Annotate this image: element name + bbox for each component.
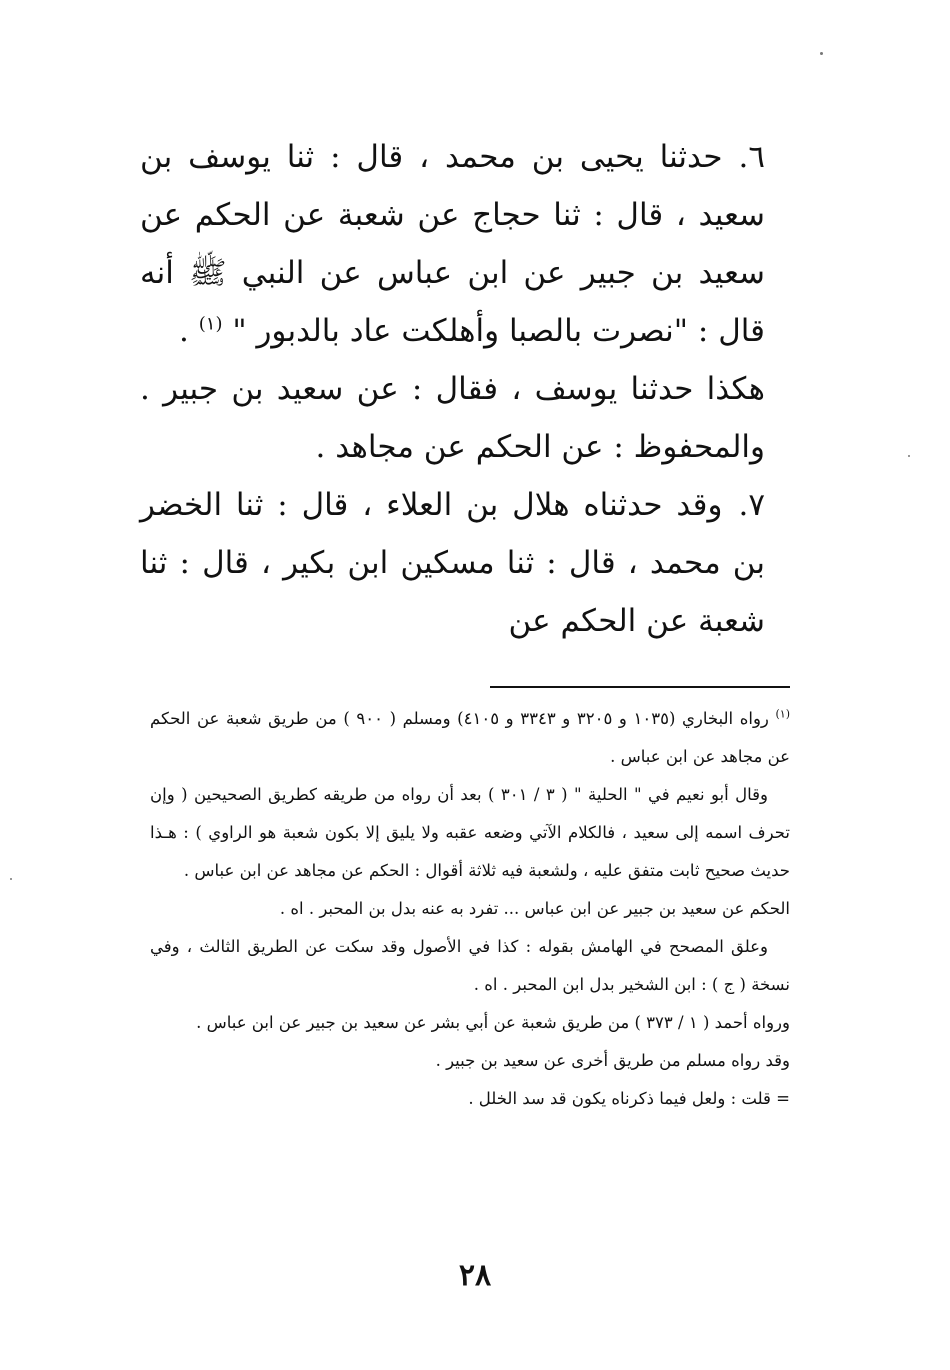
footnote-reference: (١) — [198, 313, 223, 335]
text-line: ثنا حجاج عن شعبة عن الحكم عن سعيد بن جبير عن ابن — [140, 197, 766, 291]
footnote-paragraph: ورواه أحمد ( ١ / ٣٧٣ ) من طريق شعبة عن أبي بشر عن سعيد بن جبير عن ابن عباس . — [196, 1013, 790, 1032]
hadith-number: ٦. — [738, 139, 765, 175]
text-line: : عن الحكم عن مجاهد . — [315, 429, 624, 465]
scan-speck — [10, 878, 12, 880]
main-text — [140, 128, 765, 650]
footnote-paragraph: $^{(١)}$ رواه البخاري (١٠٣٥ و ٣٢٠٥ و ٣٣٤٣ و ٤١٠٥) ومسلم ( ٩٠٠ ) من طريق شعبة عن الحكم عن مجاهد عن ابن عباس . — [150, 707, 791, 766]
hadith-7 — [140, 476, 765, 650]
footnote-paragraph: = قلت : ولعل فيما ذكرناه يكون قد سد الخلل . — [468, 1089, 790, 1108]
text-line: هكذا حدثنا يوسف ، فقال : عن سعيد بن جبير . والمحفوظ — [140, 371, 765, 465]
text-line: بالدبور " — [232, 313, 340, 349]
footnote-paragraph: الحكم عن سعيد بن جبير عن ابن عباس ... تفرد به عنه بدل بن المحبر . اه . — [279, 899, 790, 918]
text-line: حدثنا يحيى بن محمد ، قال : ثنا يوسف بن سعيد ، قال : — [140, 139, 766, 233]
footnotes — [150, 700, 790, 1118]
editor-comment — [140, 360, 765, 476]
footnote-paragraph: وعلق المصحح في الهامش بقوله : كذا في الأصول وقد سكت عن الطريق الثالث ، وفي نسخة ( ج ) : ابن الشخير بدل ابن المحبر . اه . — [150, 937, 790, 994]
scan-speck — [908, 455, 910, 457]
text-line: قال : ثنا مسكين ابن بكير ، قال : ثنا شعبة عن الحكم عن — [140, 545, 765, 639]
page-number: ٢٨ — [458, 1258, 492, 1293]
footnote-marker: (١) — [775, 707, 791, 721]
scan-speck — [820, 52, 823, 55]
hadith-6 — [140, 128, 765, 360]
footnote-separator — [490, 686, 790, 688]
text-line: عباس عن النبي ﷺ أنه قال : "نصرت بالصبا وأهلكت عاد — [140, 255, 765, 349]
text-line: وقد حدثناه هلال بن العلاء ، قال : ثنا الخضر بن محمد ، — [140, 487, 765, 581]
hadith-number: ٧. — [738, 487, 765, 523]
text-line: . — [179, 313, 189, 349]
footnote-paragraph: وقال أبو نعيم في " الحلية " ( ٣ / ٣٠١ ) بعد أن رواه من طريقه كطريق الصحيحين ( وإن تحرف اسمه إلى سعيد ، فالكلام الآتي وضعه عقبه ولا يليق إلا بكون شعبة هو الراوي ) : هـذا حديث صحيح ثابت متفق عليه ، ولشعبة فيه ثلاثة أقوال : الحكم عن مجاهد عن ابن عباس . — [150, 785, 790, 880]
footnote-paragraph: وقد رواه مسلم من طريق أخرى عن سعيد بن جبير . — [435, 1051, 790, 1070]
